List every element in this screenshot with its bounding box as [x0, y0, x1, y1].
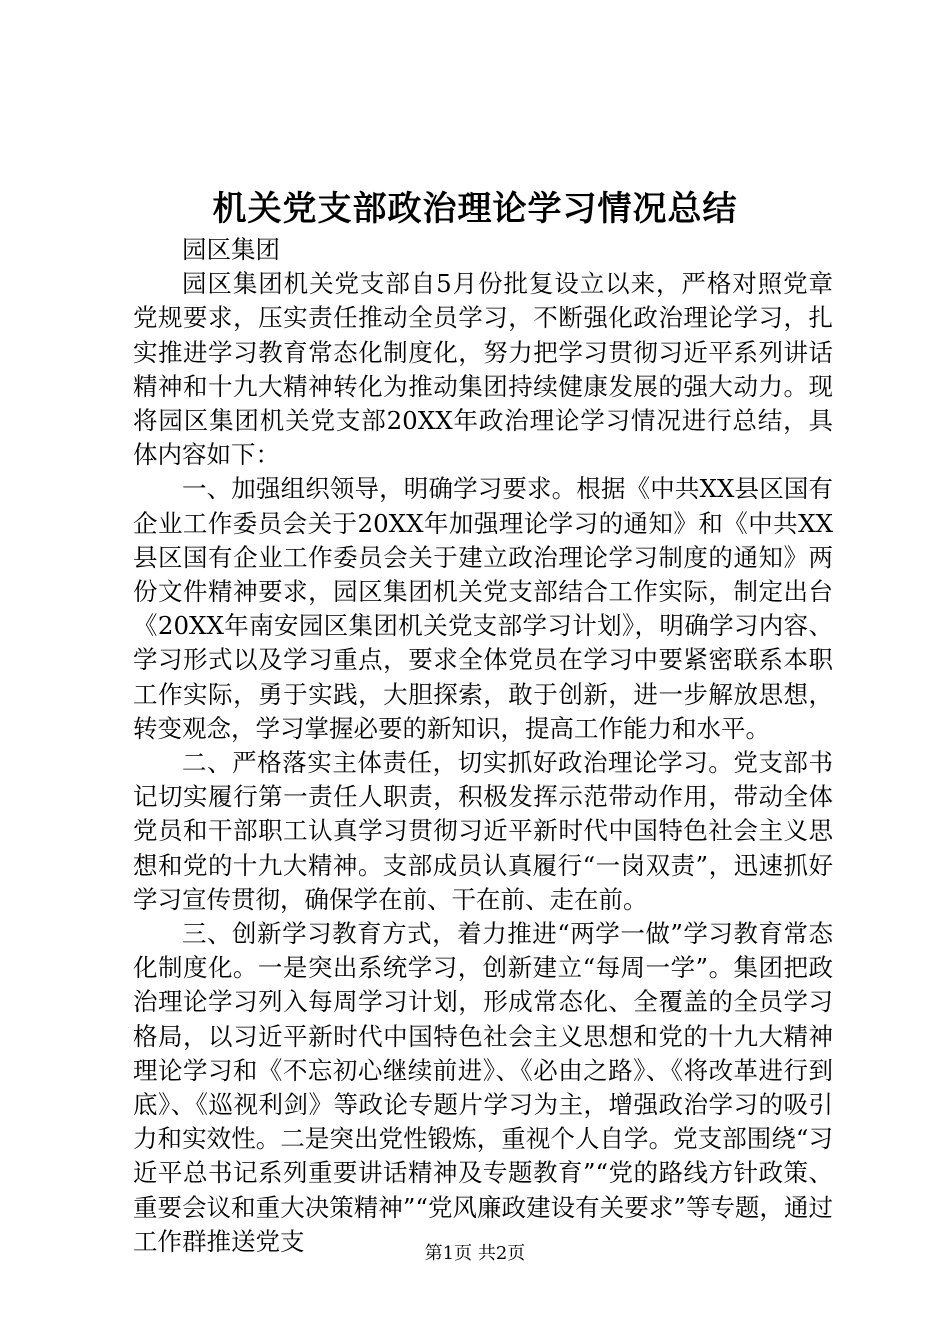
paragraph-section-3: 三、创新学习教育方式，着力推进“两学一做”学习教育常态化制度化。一是突出系统学习，创新建立“每周一学”。集团把政治理论学习列入每周学习计划，形成常态化、全覆盖的全员学习格局，以习近平新时代中国特色社会主义思想和党的十九大精神理论学习和《不忘初心继续前进》、《必由之路》、《将改革进行到底》、《巡视利剑》等政论专题片学习为主，增强政治学习的吸引力和实效性。二是突出党性锻炼，重视个人自学。党支部围绕“习近平总书记系列重要讲话精神及专题教育”“党的路线方针政策、重要会议和重大决策精神”“党风廉政建设有关要求”等专题，通过工作群推送党支: [133, 919, 833, 1256]
document-body: [133, 233, 833, 1259]
document-title: 机关党支部政治理论学习情况总结: [212, 189, 738, 229]
paragraph-section-1: 一、加强组织领导，明确学习要求。根据《中共XX县区国有企业工作委员会关于20XX年加强理论学习的通知》和《中共XX县区国有企业工作委员会关于建立政治理论学习制度的通知》两份文件精神要求，园区集团机关党支部结合工作实际，制定出台《20XX年南安园区集团机关党支部学习计划》，明确学习内容、学习形式以及学习重点，要求全体党员在学习中要紧密联系本职工作实际，勇于实践，大胆探索，敢于创新，进一步解放思想，转变观念，学习掌握必要的新知识，提高工作能力和水平。: [133, 474, 833, 743]
org-name: 园区集团: [182, 235, 280, 264]
paragraph-intro: 园区集团机关党支部自5月份批复设立以来，严格对照党章党规要求，压实责任推动全员学习，不断强化政治理论学习，扎实推进学习教育常态化制度化，努力把学习贯彻习近平系列讲话精神和十九大精神转化为推动集团持续健康发展的强大动力。现将园区集团机关党支部20XX年政治理论学习情况进行总结，具体内容如下：: [133, 269, 833, 470]
page-number: 第1页 共2页: [424, 1243, 526, 1264]
paragraph-section-2: 二、严格落实主体责任，切实抓好政治理论学习。党支部书记切实履行第一责任人职责，积极发挥示范带动作用，带动全体党员和干部职工认真学习贯彻习近平新时代中国特色社会主义思想和党的十九大精神。支部成员认真履行“一岗双责”，迅速抓好学习宣传贯彻，确保学在前、干在前、走在前。: [133, 748, 833, 914]
